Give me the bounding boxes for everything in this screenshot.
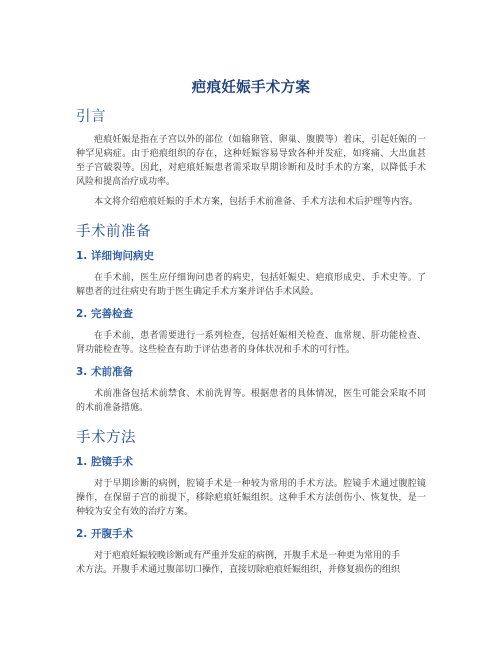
methods-item-2-text-line-1: 对于疤痕妊娠较晚诊断或有严重并发症的病例，开腹手术是一种更为常用的手 [94, 551, 401, 561]
intro-paragraph-1: 疤痕妊娠是指在子宫以外的部位（如输卵管、卵巢、腹膜等）着床，引起妊娠的一种罕见病症。由于疤痕组织的存在，这种妊娠容易导致各种并发症，如疼痛、大出血甚至子宫破裂等。因此，对疤痕妊娠患者需采取早期诊断和及时手术的方案，以降低手术风险和提高治疗成功率。 [76, 135, 426, 187]
methods-section [76, 428, 426, 577]
preop-item-3-title: 3. 术前准备 [76, 366, 133, 378]
intro-heading: 引言 [76, 109, 106, 125]
preop-item-2-title: 2. 完善检查 [76, 308, 133, 320]
intro-paragraph-2: 本文将介绍疤痕妊娠的手术方案，包括手术前准备、手术方法和术后护理等内容。 [94, 197, 419, 207]
preop-item-1-title: 1. 详细询问病史 [76, 250, 154, 262]
preop-item-1-text: 在手术前，医生应仔细询问患者的病史，包括妊娠史、疤痕形成史、手术史等。了解患者的过往病史有助于医生确定手术方案并评估手术风险。 [76, 273, 426, 297]
methods-item-2-title: 2. 开腹手术 [76, 528, 133, 540]
preop-section [76, 222, 426, 415]
methods-item-1-text: 对于早期诊断的病例，腔镜手术是一种较为常用的手术方法。腔镜手术通过腹腔镜操作，在保留子宫的前提下，移除疤痕妊娠组织。这种手术方法创伤小、恢复快，是一种较为安全有效的治疗方案。 [76, 479, 426, 517]
methods-heading: 手术方法 [76, 430, 136, 446]
intro-section [76, 107, 426, 209]
preop-item-3-text: 术前准备包括术前禁食、术前洗胃等。根据患者的具体情况，医生可能会采取不同的术前准备措施。 [76, 389, 426, 413]
methods-item-1-title: 1. 腔镜手术 [76, 456, 133, 468]
methods-item-2-text-line-2: 术方法。开腹手术通过腹部切口操作，直接切除疤痕妊娠组织，并修复损伤的组织 [76, 565, 401, 575]
document-title: 疤痕妊娠手术方案 [191, 80, 311, 96]
document-content [76, 78, 426, 577]
preop-item-2-text: 在手术前，患者需要进行一系列检查，包括妊娠相关检查、血常规、肝功能检查、肾功能检查等。这些检查有助于评估患者的身体状况和手术的可行性。 [76, 331, 426, 355]
preop-heading: 手术前准备 [76, 224, 151, 240]
